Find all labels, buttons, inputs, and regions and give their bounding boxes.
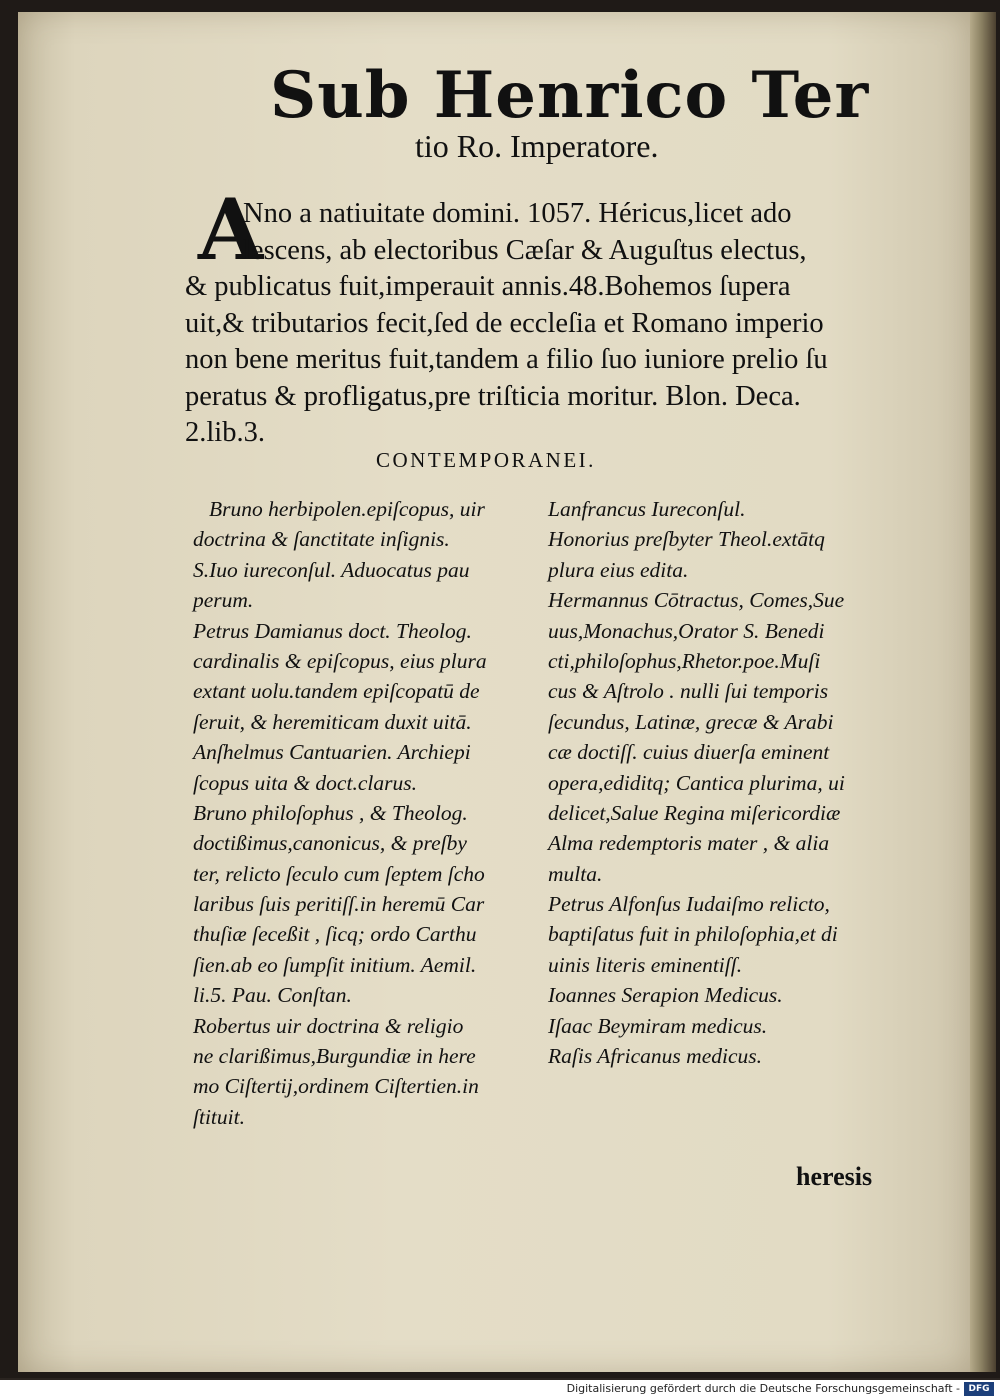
column-line: Alma redemptoris mater , & alia — [548, 831, 830, 856]
column-line: laribus ſuis peritiſſ.in heremū Car — [193, 892, 485, 917]
column-line: plura eius edita. — [548, 557, 689, 582]
column-line: baptiſatus fuit in philoſophia,et di — [548, 922, 838, 947]
column-line: doctrina & ſanctitate inſignis. — [193, 527, 450, 552]
column-line: Petrus Alfonſus Iudaiſmo relicto, — [548, 892, 830, 917]
page-subtitle: tio Ro. Imperatore. — [415, 128, 659, 164]
column-line: cus & Aſtrolo . nulli ſui temporis — [548, 679, 829, 704]
column-line: Anſhelmus Cantuarien. Archiepi — [193, 740, 471, 765]
column-line: Honorius preſbyter Theol.extātq — [548, 527, 825, 552]
body-paragraph — [185, 196, 885, 452]
column-line: Hermannus Cōtractus, Comes,Sue — [548, 588, 845, 613]
left-column — [193, 494, 533, 1132]
column-line: cæ doctiſſ. cuius diuerſa eminent — [548, 740, 830, 765]
column-line: mo Ciſtertij,ordinem Ciſtertien.in — [193, 1074, 479, 1099]
column-line: Iſaac Beymiram medicus. — [548, 1013, 768, 1038]
column-line: ſtituit. — [193, 1104, 245, 1129]
column-line: ſecundus, Latinæ, grecæ & Arabi — [548, 709, 834, 734]
body-line: Nno a natiuitate domini. 1057. Héricus,licet ado — [243, 198, 792, 229]
section-heading: CONTEMPORANEI. — [376, 448, 596, 472]
column-line: thuſiæ ſeceßit , ſicq; ordo Carthu — [193, 922, 477, 947]
column-line: uinis literis eminentiſſ. — [548, 952, 743, 977]
page-title: Sub Henrico Ter — [270, 58, 870, 133]
column-line: S.Iuo iureconſul. Aduocatus pau — [193, 557, 470, 582]
dfg-logo-icon[interactable]: DFG — [964, 1382, 994, 1396]
column-line: delicet,Salue Regina miſericordiæ — [548, 800, 841, 825]
column-line: ſeruit, & heremiticam duxit uitā. — [193, 709, 472, 734]
column-line: Robertus uir doctrina & religio — [193, 1013, 464, 1038]
column-line: Lanfrancus Iureconſul. — [548, 497, 746, 521]
column-line: Raſis Africanus medicus. — [548, 1044, 762, 1069]
body-line: 2.lib.3. — [185, 417, 265, 448]
column-line: extant uolu.tandem epiſcopatū de — [193, 679, 480, 704]
footer-credit: Digitalisierung gefördert durch die Deutsche Forschungsgemeinschaft - — [566, 1382, 960, 1395]
column-line: opera,ediditq; Cantica plurima, ui — [548, 770, 845, 795]
body-line: & publicatus fuit,imperauit annis.48.Bohemos ſupera — [185, 271, 791, 302]
right-column — [548, 494, 888, 1071]
column-line: Bruno herbipolen.epiſcopus, uir — [209, 497, 485, 521]
column-line: Bruno philoſophus , & Theolog. — [193, 800, 468, 825]
column-line: doctißimus,canonicus, & preſby — [193, 831, 467, 856]
column-line: li.5. Pau. Conſtan. — [193, 983, 352, 1008]
column-line: cti,philoſophus,Rhetor.poe.Muſi — [548, 648, 821, 673]
catchword: heresis — [796, 1162, 873, 1191]
column-line: ſcopus uita & doct.clarus. — [193, 770, 417, 795]
column-line: perum. — [193, 588, 254, 613]
column-line: Ioannes Serapion Medicus. — [548, 983, 783, 1008]
page-edge — [970, 12, 996, 1372]
body-line: non bene meritus fuit,tandem a filio ſuo iuniore prelio ſu — [185, 344, 828, 375]
footer-bar — [0, 1380, 1000, 1399]
column-line: ſien.ab eo ſumpſit initium. Aemil. — [193, 952, 477, 977]
body-line: lescens, ab electoribus Cæſar & Auguſtus electus, — [243, 234, 807, 266]
drop-cap: A — [198, 180, 264, 279]
body-line: peratus & profligatus,pre triſticia moritur. Blon. Deca. — [185, 380, 801, 412]
column-line: multa. — [548, 861, 603, 886]
column-line: Petrus Damianus doct. Theolog. — [193, 618, 472, 643]
column-line: ne clarißimus,Burgundiæ in here — [193, 1044, 476, 1069]
body-line: uit,& tributarios fecit,ſed de eccleſia et Romano imperio — [185, 307, 824, 339]
column-line: ter, relicto ſeculo cum ſeptem ſcho — [193, 861, 485, 886]
column-line: cardinalis & epiſcopus, eius plura — [193, 648, 487, 673]
column-line: uus,Monachus,Orator S. Benedi — [548, 618, 825, 643]
